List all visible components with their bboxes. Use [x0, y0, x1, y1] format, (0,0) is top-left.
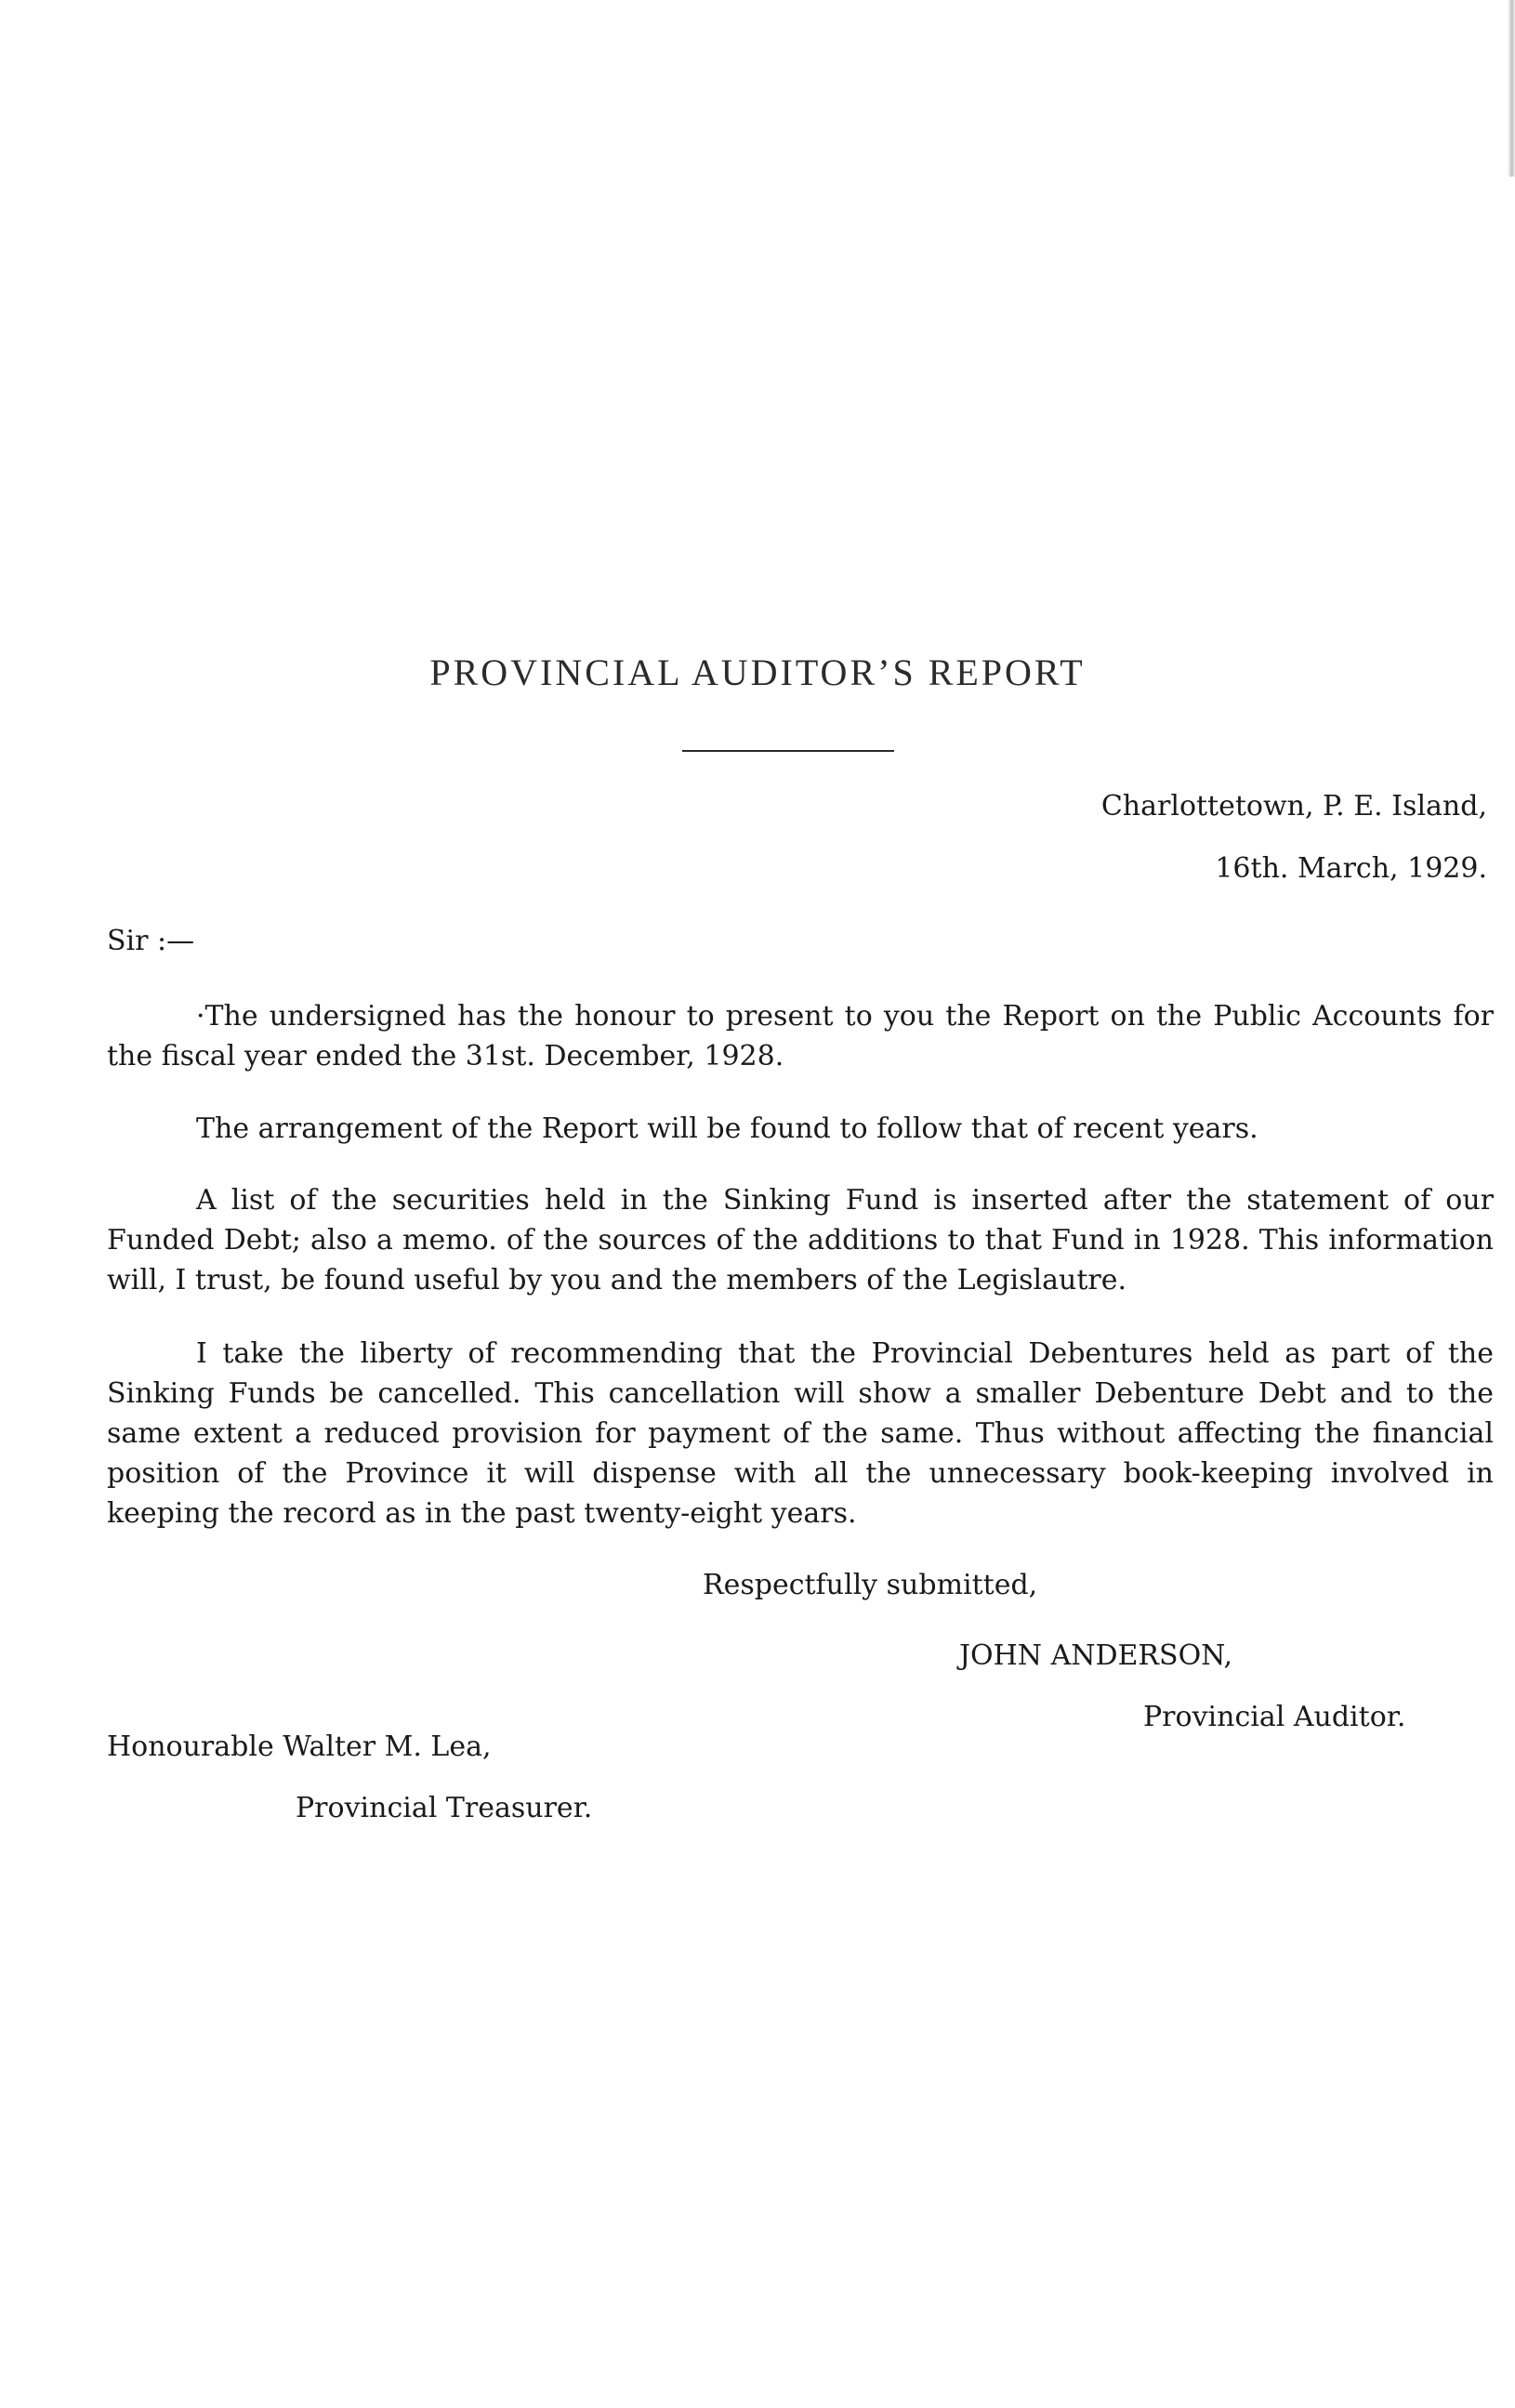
title-rule: [682, 750, 894, 752]
paragraph-2: The arrangement of the Report will be found to follow that of recent years.: [196, 1112, 1258, 1145]
signer-name: JOHN ANDERSON,: [959, 1639, 1233, 1672]
addressee-title: Provincial Treasurer.: [296, 1792, 593, 1824]
closing-line: Respectfully submitted,: [703, 1569, 1038, 1601]
scan-edge-shadow: [1508, 0, 1515, 177]
paragraph-4: I take the liberty of recommending that the Provincial Debentures held as part of the Sinking Funds be cancelled. This cancellation will show a smaller Debenture Debt and to the same extent a reduced provision for payment of the same. Thus without affecting the financial position of the Province it will dispense with all the unnecessary book-keeping involved in keeping the record as in the past twenty-eight years.: [107, 1337, 1494, 1530]
date-line: 16th. March, 1929.: [1215, 852, 1487, 885]
addressee-name: Honourable Walter M. Lea,: [107, 1730, 492, 1763]
place-line: Charlottetown, P. E. Island,: [1100, 790, 1487, 822]
report-title: PROVINCIAL AUDITOR’S REPORT: [429, 651, 1086, 693]
paragraph-3: A list of the securities held in the Sinking Fund is inserted after the statement of our Funded Debt; also a memo. of the sources of the additions to that Fund in 1928. This information will, I trust, be found useful by you and the members of the Legislautre.: [107, 1184, 1494, 1296]
salutation: Sir :—: [107, 925, 195, 957]
signer-title: Provincial Auditor.: [1143, 1701, 1406, 1733]
paragraph-1: ·The undersigned has the honour to present to you the Report on the Public Accounts for the fiscal year ended the 31st. December, 1928.: [107, 1000, 1494, 1072]
